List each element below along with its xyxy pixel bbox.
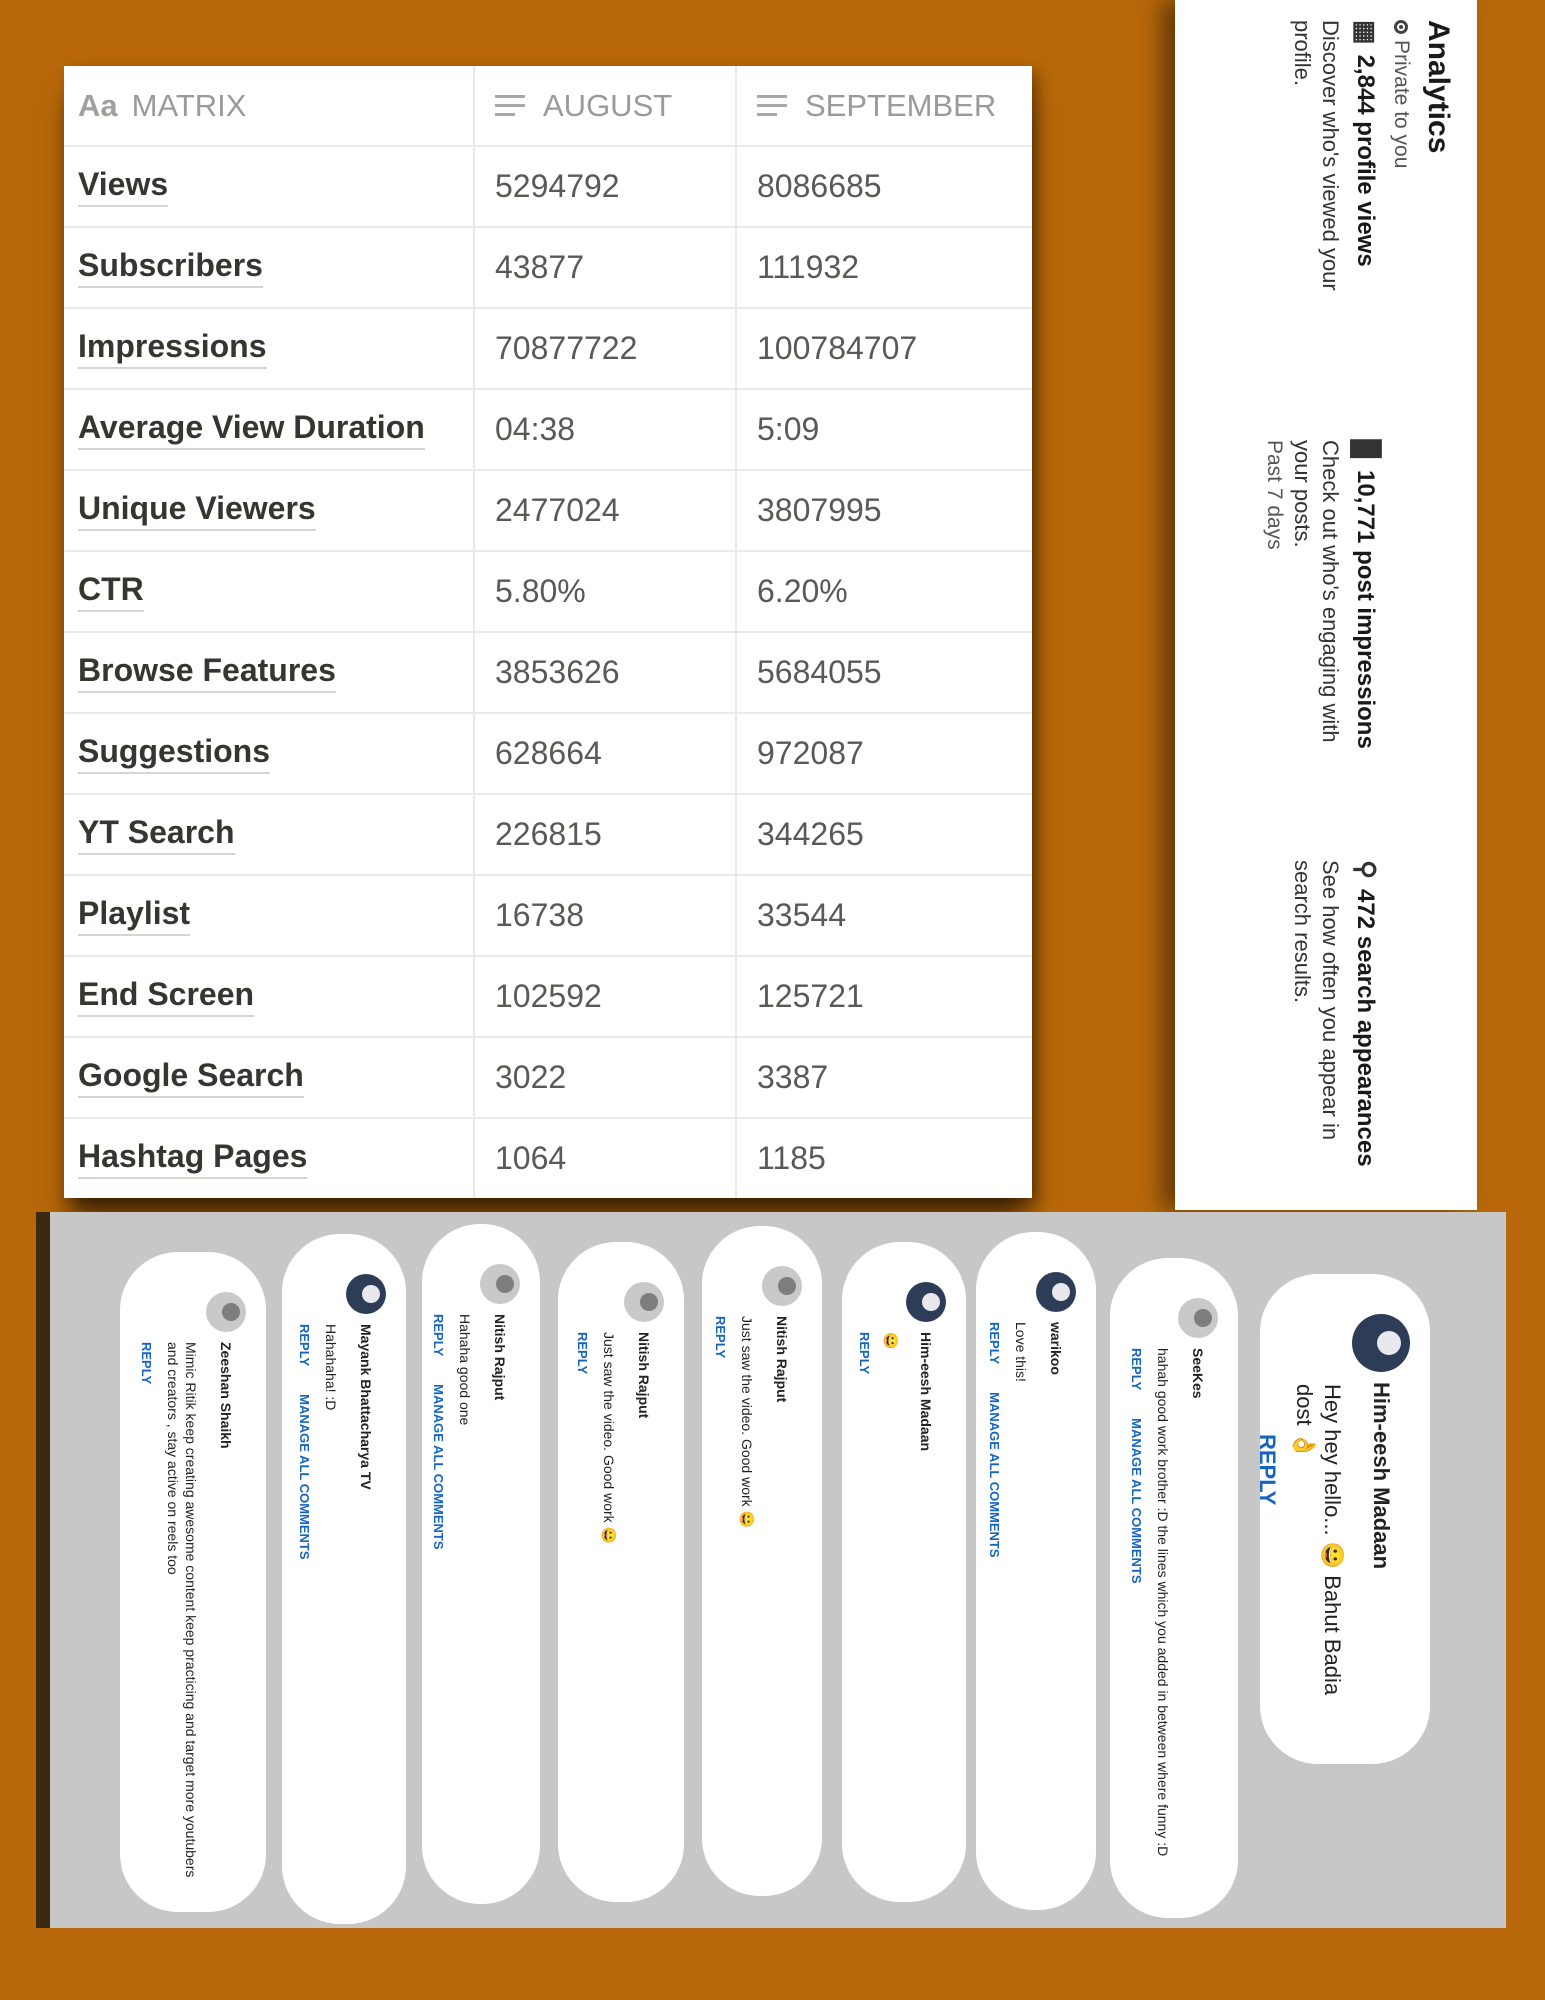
commenter-name[interactable]: Nitish Rajput bbox=[492, 1314, 508, 1401]
stat-headline: 2,844 profile views bbox=[1352, 54, 1380, 267]
metric-label: YT Search bbox=[78, 814, 235, 855]
metric-label: Subscribers bbox=[78, 247, 263, 288]
commenter-name[interactable]: SeeKes bbox=[1190, 1348, 1206, 1399]
commenter-name[interactable]: Mayank Bhattacharya TV bbox=[358, 1324, 374, 1490]
comment-card bbox=[1255, 1274, 1430, 1764]
metric-label: Playlist bbox=[78, 895, 190, 936]
commenter-name[interactable]: Him-eesh Madaan bbox=[1369, 1382, 1394, 1570]
august-value[interactable]: 04:38 bbox=[475, 390, 737, 469]
analytics-panel bbox=[1175, 0, 1477, 1210]
table-row bbox=[64, 1038, 1032, 1119]
comment-card bbox=[702, 1226, 822, 1896]
september-value[interactable]: 33544 bbox=[757, 897, 846, 933]
stat-headline: 472 search appearances bbox=[1352, 889, 1380, 1167]
reply-button[interactable]: REPLY bbox=[987, 1322, 1002, 1365]
september-value[interactable]: 972087 bbox=[757, 735, 864, 771]
stat-description: profile. bbox=[1290, 20, 1315, 87]
search-icon: ⚲ bbox=[1351, 860, 1381, 880]
metric-cell[interactable] bbox=[64, 1119, 475, 1198]
table-row bbox=[64, 876, 1032, 957]
header-matrix[interactable] bbox=[64, 66, 475, 145]
privacy-label: Private to you bbox=[1390, 40, 1413, 169]
metric-label: Suggestions bbox=[78, 733, 270, 774]
metric-cell[interactable] bbox=[64, 714, 475, 793]
table-header-row bbox=[64, 66, 1032, 147]
manage-comments-link[interactable]: MANAGE ALL COMMENTS bbox=[987, 1392, 1002, 1558]
table-row bbox=[64, 147, 1032, 228]
comment-text: Hey hey hello... 😀 Bahut Badia dost 👌 bbox=[1292, 1384, 1345, 1696]
metric-label: End Screen bbox=[78, 976, 254, 1017]
september-value[interactable]: 111932 bbox=[757, 249, 860, 285]
comments-panel bbox=[50, 1212, 1506, 1928]
september-value[interactable]: 5:09 bbox=[757, 411, 820, 447]
september-value[interactable]: 3387 bbox=[757, 1059, 829, 1095]
reply-button[interactable]: REPLY bbox=[1255, 1434, 1280, 1506]
august-value[interactable]: 5294792 bbox=[475, 147, 737, 226]
september-value[interactable]: 1185 bbox=[757, 1140, 826, 1176]
august-value[interactable]: 1064 bbox=[475, 1119, 737, 1198]
search-appearances-stat[interactable] bbox=[1288, 860, 1381, 1167]
comment-card bbox=[282, 1234, 406, 1924]
table-row bbox=[64, 714, 1032, 795]
metric-label: Views bbox=[78, 166, 168, 207]
text-lines-icon bbox=[495, 95, 525, 116]
comment-card bbox=[558, 1242, 684, 1902]
metric-cell[interactable] bbox=[64, 309, 475, 388]
table-row bbox=[64, 228, 1032, 309]
bar-chart-icon: ▉ bbox=[1351, 440, 1381, 460]
table-row bbox=[64, 552, 1032, 633]
table-row bbox=[64, 1119, 1032, 1198]
metric-cell[interactable] bbox=[64, 876, 475, 955]
metric-cell[interactable] bbox=[64, 957, 475, 1036]
metric-label: Average View Duration bbox=[78, 409, 425, 450]
header-matrix-label: MATRIX bbox=[131, 87, 247, 123]
september-value[interactable]: 125721 bbox=[757, 978, 864, 1014]
table-body bbox=[64, 147, 1032, 1198]
stat-headline: 10,771 post impressions bbox=[1352, 470, 1380, 749]
table-row bbox=[64, 633, 1032, 714]
commenter-name[interactable]: Zeeshan Shaikh bbox=[218, 1342, 234, 1449]
august-value[interactable]: 3853626 bbox=[475, 633, 737, 712]
metric-cell[interactable] bbox=[64, 1038, 475, 1117]
comment-text: hahah good work brother :D the lines which you added in between where funny :D bbox=[1155, 1348, 1171, 1857]
header-august[interactable] bbox=[475, 66, 737, 145]
table-row bbox=[64, 795, 1032, 876]
comment-text: Love this! bbox=[1013, 1322, 1029, 1382]
avatar[interactable] bbox=[206, 1292, 246, 1332]
metric-label: CTR bbox=[78, 571, 144, 612]
comment-card bbox=[120, 1252, 266, 1912]
header-september[interactable] bbox=[737, 66, 1032, 145]
reply-button[interactable]: REPLY bbox=[431, 1314, 446, 1357]
comment-card bbox=[422, 1224, 540, 1904]
metric-cell[interactable] bbox=[64, 390, 475, 469]
people-icon: ▦ bbox=[1351, 20, 1381, 45]
post-impressions-stat[interactable] bbox=[1260, 440, 1381, 749]
august-value[interactable]: 70877722 bbox=[475, 309, 737, 388]
avatar[interactable] bbox=[1036, 1272, 1076, 1312]
comment-text: Hahahaha! :D bbox=[323, 1324, 339, 1411]
metric-label: Google Search bbox=[78, 1057, 304, 1098]
comments-list bbox=[50, 1212, 1506, 1928]
september-value[interactable]: 3807995 bbox=[757, 492, 882, 528]
september-value[interactable]: 344265 bbox=[757, 816, 864, 852]
comment-text: Hahaha good one bbox=[457, 1314, 473, 1426]
metric-cell[interactable] bbox=[64, 633, 475, 712]
commenter-name[interactable]: Nitish Rajput bbox=[636, 1332, 652, 1419]
avatar[interactable] bbox=[1352, 1314, 1410, 1372]
profile-views-stat[interactable] bbox=[1288, 20, 1381, 291]
commenter-name[interactable]: warikoo bbox=[1048, 1322, 1064, 1375]
metrics-table bbox=[64, 66, 1032, 1198]
stat-description: your posts. bbox=[1290, 440, 1315, 548]
metric-cell[interactable] bbox=[64, 147, 475, 226]
stat-description: Check out who's engaging with bbox=[1318, 440, 1343, 743]
reply-button[interactable]: REPLY bbox=[1129, 1348, 1144, 1391]
stat-description: Discover who's viewed your bbox=[1318, 20, 1343, 291]
table-row bbox=[64, 309, 1032, 390]
august-value[interactable]: 628664 bbox=[475, 714, 737, 793]
avatar[interactable] bbox=[906, 1282, 946, 1322]
eye-icon bbox=[1394, 20, 1408, 34]
comment-text: Just saw the video. Good work 😀 bbox=[739, 1316, 755, 1528]
september-value[interactable]: 5684055 bbox=[757, 654, 882, 690]
table-row bbox=[64, 390, 1032, 471]
commenter-name[interactable]: Him-eesh Madaan bbox=[918, 1332, 934, 1452]
august-value[interactable]: 102592 bbox=[475, 957, 737, 1036]
table-row bbox=[64, 957, 1032, 1038]
august-value[interactable]: 5.80% bbox=[475, 552, 737, 631]
manage-comments-link[interactable]: MANAGE ALL COMMENTS bbox=[431, 1384, 446, 1550]
comment-text: Just saw the video. Good work 😀 bbox=[601, 1332, 617, 1544]
august-value[interactable]: 2477024 bbox=[475, 471, 737, 550]
manage-comments-link[interactable]: MANAGE ALL COMMENTS bbox=[1129, 1418, 1144, 1584]
september-value[interactable]: 100784707 bbox=[757, 330, 918, 366]
commenter-name[interactable]: Nitish Rajput bbox=[774, 1316, 790, 1403]
comment-text: 😀 bbox=[883, 1332, 899, 1350]
analytics-title: Analytics bbox=[1422, 20, 1455, 154]
stat-description: See how often you appear in bbox=[1318, 860, 1343, 1141]
privacy-note bbox=[1389, 20, 1413, 168]
stat-description: search results. bbox=[1290, 860, 1315, 1004]
metric-cell[interactable] bbox=[64, 552, 475, 631]
avatar[interactable] bbox=[346, 1274, 386, 1314]
august-value[interactable]: 43877 bbox=[475, 228, 737, 307]
manage-comments-link[interactable]: MANAGE ALL COMMENTS bbox=[297, 1394, 312, 1560]
header-september-label: SEPTEMBER bbox=[805, 87, 997, 123]
august-value[interactable]: 16738 bbox=[475, 876, 737, 955]
august-value[interactable]: 3022 bbox=[475, 1038, 737, 1117]
stat-period: Past 7 days bbox=[1263, 440, 1286, 550]
avatar[interactable] bbox=[762, 1266, 802, 1306]
september-value[interactable]: 6.20% bbox=[757, 573, 848, 609]
comment-card bbox=[842, 1242, 966, 1902]
metric-label: Hashtag Pages bbox=[78, 1138, 307, 1179]
reply-button[interactable]: REPLY bbox=[857, 1332, 872, 1375]
reply-button[interactable]: REPLY bbox=[297, 1324, 312, 1367]
metric-cell[interactable] bbox=[64, 795, 475, 874]
september-value[interactable]: 8086685 bbox=[757, 168, 882, 204]
metric-label: Unique Viewers bbox=[78, 490, 316, 531]
metric-cell[interactable] bbox=[64, 228, 475, 307]
text-lines-icon bbox=[757, 95, 787, 116]
comment-card bbox=[1110, 1258, 1238, 1918]
table-row bbox=[64, 471, 1032, 552]
avatar[interactable] bbox=[480, 1264, 520, 1304]
avatar[interactable] bbox=[624, 1282, 664, 1322]
comment-card bbox=[976, 1232, 1096, 1910]
text-type-icon: Aa bbox=[78, 87, 118, 123]
reply-button[interactable]: REPLY bbox=[713, 1316, 728, 1359]
analytics-content bbox=[1175, 0, 1477, 1210]
reply-button[interactable]: REPLY bbox=[139, 1342, 154, 1385]
avatar[interactable] bbox=[1178, 1298, 1218, 1338]
header-august-label: AUGUST bbox=[543, 87, 673, 123]
reply-button[interactable]: REPLY bbox=[575, 1332, 590, 1375]
comment-text: Mimic Ritik keep creating awesome content keep practicing and target more youtubers and creators , stay active on reels too bbox=[165, 1342, 199, 1878]
metric-label: Impressions bbox=[78, 328, 267, 369]
august-value[interactable]: 226815 bbox=[475, 795, 737, 874]
metric-cell[interactable] bbox=[64, 471, 475, 550]
metric-label: Browse Features bbox=[78, 652, 336, 693]
